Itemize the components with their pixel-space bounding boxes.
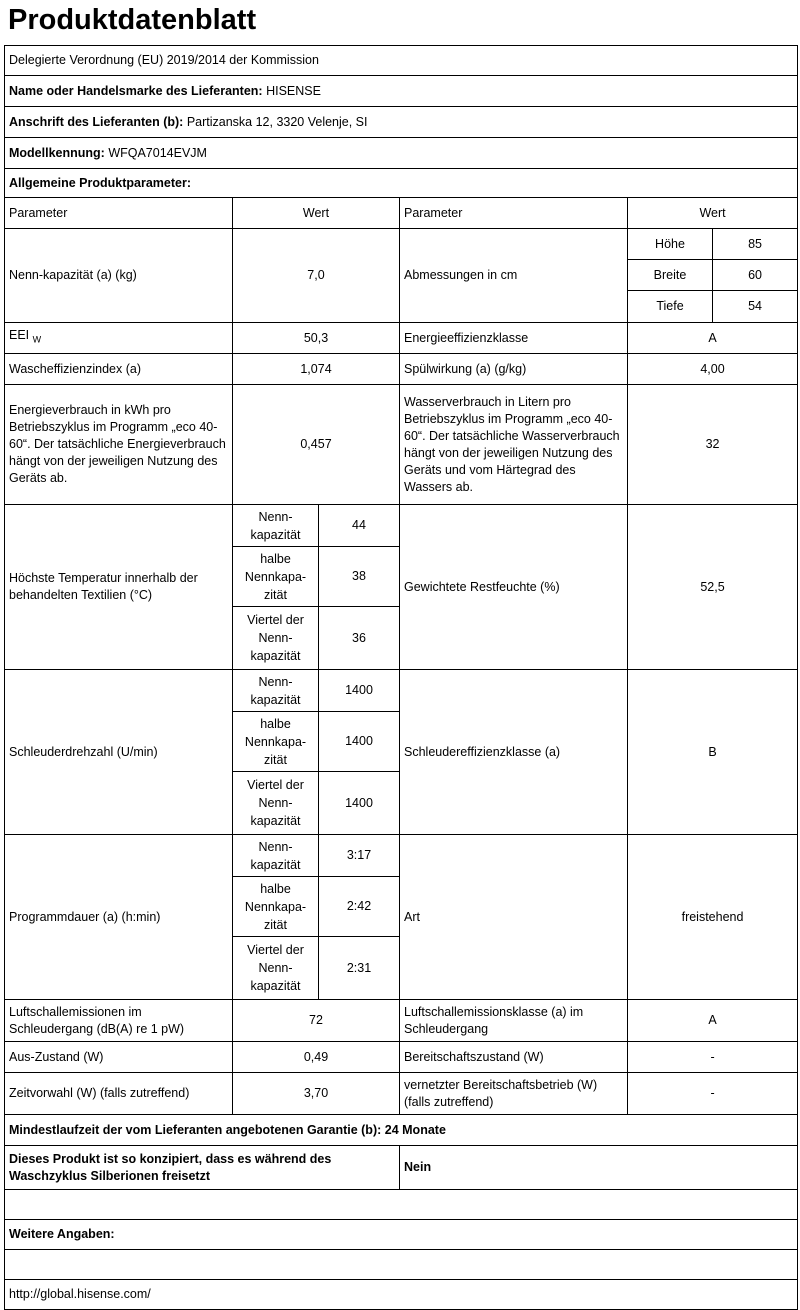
load-half-label: halbe Nennkapa-zität [233,547,319,607]
model-value: WFQA7014EVJM [108,145,207,160]
energy-consumption-value: 0,457 [233,385,400,505]
spin-speed-full: 1400 [319,670,400,712]
eei-value: 50,3 [233,323,400,354]
noise-class-value: A [628,1000,798,1042]
supplier-row [5,76,798,107]
column-header-parameter-left: Parameter [5,198,233,229]
model-label: Modellkennung: [9,145,105,160]
address-row [5,107,798,138]
spacer-row [5,1190,798,1220]
off-mode-value: 0,49 [233,1042,400,1073]
off-mode-label: Aus-Zustand (W) [5,1042,233,1073]
residual-moisture-label: Gewichtete Restfeuchte (%) [400,505,628,670]
max-temp-label: Höchste Temperatur innerhalb der behandelten Textilien (°C) [5,505,233,670]
supplier-value: HISENSE [266,83,321,98]
wash-index-label: Wascheffizienzindex (a) [5,354,233,385]
type-value: freistehend [628,835,798,1000]
noise-value: 72 [233,1000,400,1042]
water-consumption-label: Wasserverbrauch in Litern pro Betriebszyklus im Programm „eco 40-60“. Der tatsächliche Wasserverbrauch hängt von der jeweiligen Nutzung des Geräts und vom Härtegrad des Wassers ab. [400,385,628,505]
type-label: Art [400,835,628,1000]
noise-label: Luftschallemissionen im Schleudergang (dB(A) re 1 pW) [5,1000,233,1042]
column-header-value-left: Wert [233,198,400,229]
general-parameters-header: Allgemeine Produktparameter: [5,169,798,198]
standby-value: - [628,1042,798,1073]
wash-index-value: 1,074 [233,354,400,385]
spin-speed-quarter: 1400 [319,772,400,835]
load-half-label: halbe Nennkapa-zität [233,877,319,937]
duration-label: Programmdauer (a) (h:min) [5,835,233,1000]
energy-consumption-label: Energieverbrauch in kWh pro Betriebszyklus im Programm „eco 40-60“. Der tatsächliche Energieverbrauch hängt von der jeweiligen Nutzung des Geräts ab. [5,385,233,505]
water-consumption-value: 32 [628,385,798,505]
rinse-value: 4,00 [628,354,798,385]
width-label: Breite [628,260,713,291]
rinse-label: Spülwirkung (a) (g/kg) [400,354,628,385]
networked-standby-value: - [628,1073,798,1115]
width-value: 60 [713,260,798,291]
further-info-header: Weitere Angaben: [5,1220,798,1250]
capacity-label: Nenn-kapazität (a) (kg) [5,229,233,323]
load-quarter-label: Viertel der Nenn-kapazität [233,607,319,670]
spin-class-label: Schleudereffizienzklasse (a) [400,670,628,835]
height-value: 85 [713,229,798,260]
load-quarter-label: Viertel der Nenn-kapazität [233,937,319,1000]
noise-class-label: Luftschallemissionsklasse (a) im Schleudergang [400,1000,628,1042]
standby-label: Bereitschaftszustand (W) [400,1042,628,1073]
page-title: Produktdatenblatt [8,4,257,36]
energy-class-label: Energieeffizienzklasse [400,323,628,354]
load-quarter-label: Viertel der Nenn-kapazität [233,772,319,835]
spin-class-value: B [628,670,798,835]
load-full-label: Nenn-kapazität [233,835,319,877]
dimensions-label: Abmessungen in cm [400,229,628,323]
load-full-label: Nenn-kapazität [233,505,319,547]
max-temp-quarter: 36 [319,607,400,670]
supplier-label: Name oder Handelsmarke des Lieferanten: [9,83,263,98]
networked-standby-label: vernetzter Bereitschaftsbetrieb (W) (falls zutreffend) [400,1073,628,1115]
capacity-value: 7,0 [233,229,400,323]
delay-start-value: 3,70 [233,1073,400,1115]
address-label: Anschrift des Lieferanten (b): [9,114,184,129]
silver-ions-label: Dieses Produkt ist so konzipiert, dass es während des Waschzyklus Silberionen freisetzt [5,1146,400,1190]
spacer-row [5,1250,798,1280]
eei-text: EEI [9,328,30,343]
depth-label: Tiefe [628,291,713,323]
depth-value: 54 [713,291,798,323]
column-header-value-right: Wert [628,198,798,229]
eei-label [5,323,233,354]
warranty-label: Mindestlaufzeit der vom Lieferanten angebotenen Garantie (b): [9,1122,382,1137]
load-half-label: halbe Nennkapa-zität [233,712,319,772]
delay-start-label: Zeitvorwahl (W) (falls zutreffend) [5,1073,233,1115]
max-temp-full: 44 [319,505,400,547]
model-row [5,138,798,169]
warranty-value: 24 Monate [384,1122,446,1137]
energy-class-value: A [628,323,798,354]
eei-subscript: W [32,334,42,345]
residual-moisture-value: 52,5 [628,505,798,670]
duration-half: 2:42 [319,877,400,937]
regulation-row: Delegierte Verordnung (EU) 2019/2014 der Kommission [5,46,798,76]
spin-speed-half: 1400 [319,712,400,772]
height-label: Höhe [628,229,713,260]
max-temp-half: 38 [319,547,400,607]
url-row[interactable]: http://global.hisense.com/ [5,1280,798,1310]
duration-full: 3:17 [319,835,400,877]
address-value: Partizanska 12, 3320 Velenje, SI [186,114,368,129]
column-header-parameter-right: Parameter [400,198,628,229]
spin-speed-label: Schleuderdrehzahl (U/min) [5,670,233,835]
load-full-label: Nenn-kapazität [233,670,319,712]
product-datasheet-table [4,45,797,1310]
duration-quarter: 2:31 [319,937,400,1000]
warranty-row [5,1115,798,1146]
silver-ions-value: Nein [400,1146,798,1190]
